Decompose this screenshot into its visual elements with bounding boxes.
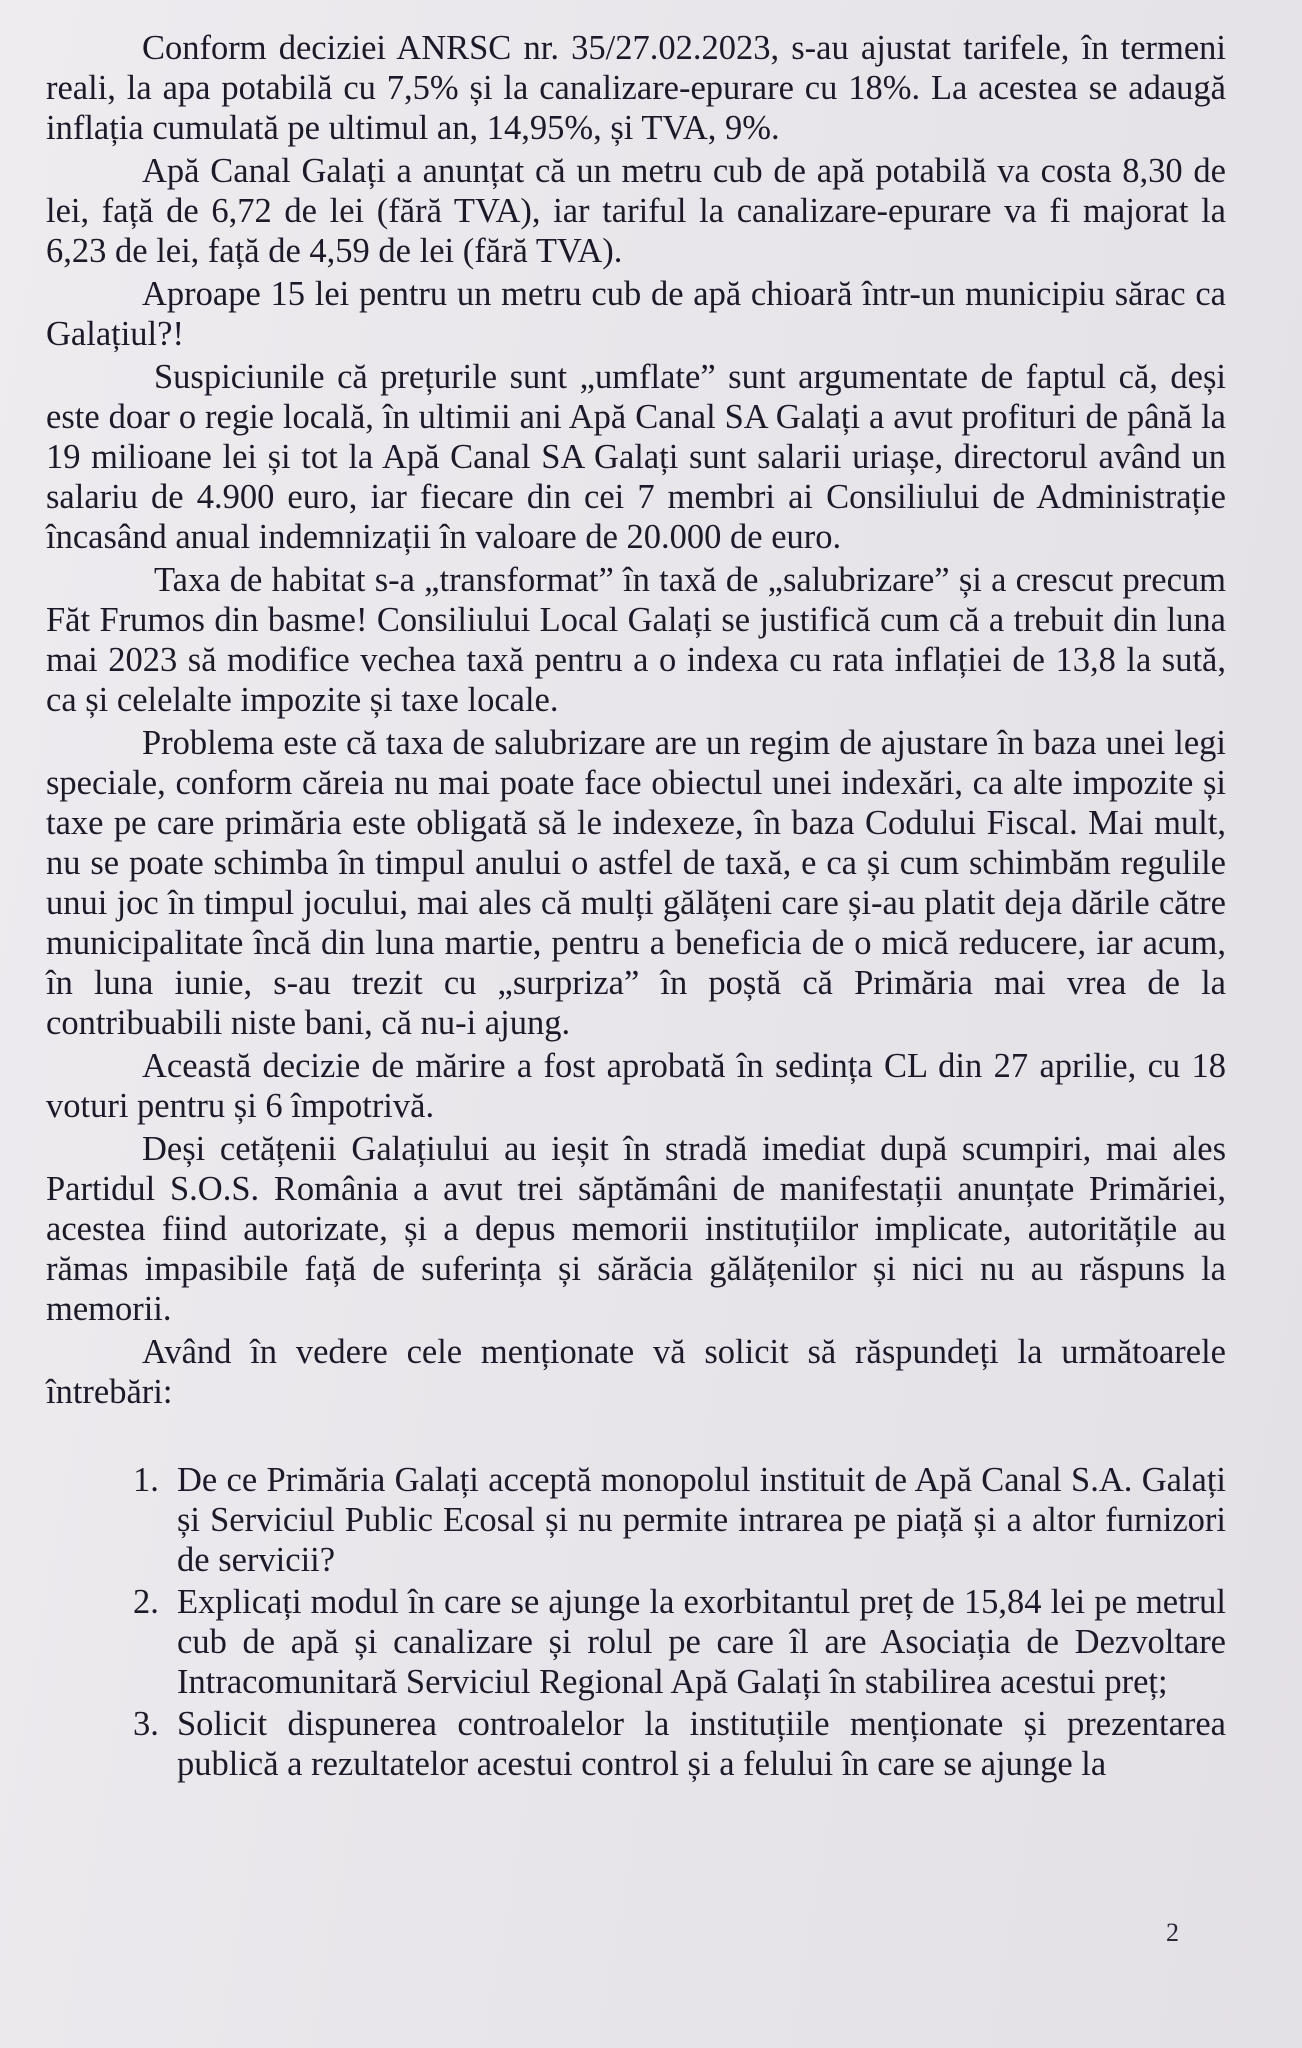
paragraph-inflated-prices: Suspiciunile că prețurile sunt „umflate” sunt argumentate de faptul că, deși este doar o regie locală, în ultimii ani Apă Canal SA Galați a avut profituri de până la 19 milioane lei și tot la Apă Canal SA Galați sunt salarii uriașe, directorul având un salariu de 4.900 euro, iar fiecare din cei 7 membri ai Consiliului de Administrație încasând anual indemnizații în valoare de 20.000 de euro. — [46, 358, 1226, 556]
paragraph-citizen-protests: Deși cetățenii Galațiului au ieșit în stradă imediat după scumpiri, mai ales Partidul S.O.S. România a avut trei săptămâni de manifestații anunțate Primăriei, acestea fiind autorizate, și a depus memorii instituțiilor implicate, autoritățile au rămas impasibile față de suferința și sărăcia gălățenilor și nici nu au răspuns la memorii. — [46, 1130, 1226, 1328]
document-body — [46, 28, 1226, 1786]
questions-list — [46, 1460, 1226, 1784]
paragraph-request-intro: Având în vedere cele menționate vă solicit să răspundeți la următoarele întrebări: — [46, 1333, 1226, 1411]
question-item — [46, 1460, 1226, 1580]
question-number: 3. — [133, 1705, 159, 1743]
paragraph-tariff-adjustment: Conform deciziei ANRSC nr. 35/27.02.2023, s-au ajustat tarifele, în termeni reali, la apa potabilă cu 7,5% și la canalizare-epurare cu 18%. La acestea se adaugă inflația cumulată pe ultimul an, 14,95%, și TVA, 9%. — [46, 29, 1226, 147]
question-text: Solicit dispunerea controalelor la instituțiile menționate și prezentarea publică a rezultatelor acestui control și a felului în care se ajunge la — [177, 1705, 1226, 1783]
page-number: 2 — [1166, 1918, 1179, 1947]
question-number: 2. — [133, 1583, 159, 1621]
paragraph-sanitation-tax-problem: Problema este că taxa de salubrizare are un regim de ajustare în baza unei legi speciale, conform căreia nu mai poate face obiectul unei indexări, ca alte impozite și taxe pe care primăria este obligată să le indexeze, în baza Codului Fiscal. Mai mult, nu se poate schimba în timpul anului o astfel de taxă, e ca și cum schimbăm regulile unui joc în timpul jocului, mai ales că mulți gălățeni care și-au platit deja dările către municipalitate încă din luna martie, pentru a beneficia de o mică reducere, iar acum, în luna iunie, s-au trezit cu „surpriza” în poștă că Primăria mai vrea de la contribuabili niste bani, că nu-i ajung. — [46, 724, 1226, 1042]
question-item — [46, 1582, 1226, 1702]
paragraph-rhetorical-question: Aproape 15 lei pentru un metru cub de apă chioară într-un municipiu sărac ca Galațiul?! — [46, 275, 1226, 353]
question-text: Explicați modul în care se ajunge la exorbitantul preț de 15,84 lei pe metrul cub de apă și canalizare și rolul pe care îl are Asociația de Dezvoltare Intracomunitară Serviciul Regional Apă Galați în stabilirea acestui preț; — [177, 1583, 1226, 1701]
paragraph-habitat-tax: Taxa de habitat s-a „transformat” în taxă de „salubrizare” și a crescut precum Făt Frumos din basme! Consiliului Local Galați se justifică cum că a trebuit din luna mai 2023 să modifice vechea taxă pentru a o indexa cu rata inflației de 13,8 la sută, ca și celelalte impozite și taxe locale. — [46, 561, 1226, 719]
paragraph-water-price: Apă Canal Galați a anunțat că un metru cub de apă potabilă va costa 8,30 de lei, față de 6,72 de lei (fără TVA), iar tariful la canalizare-epurare va fi majorat la 6,23 de lei, față de 4,59 de lei (fără TVA). — [46, 152, 1226, 270]
question-text: De ce Primăria Galați acceptă monopolul instituit de Apă Canal S.A. Galați și Serviciul Public Ecosal și nu permite intrarea pe piață și a altor furnizori de servicii? — [177, 1461, 1226, 1579]
question-number: 1. — [133, 1461, 159, 1499]
question-item — [46, 1704, 1226, 1784]
paragraph-council-vote: Această decizie de mărire a fost aprobată în sedința CL din 27 aprilie, cu 18 voturi pentru și 6 împotrivă. — [46, 1047, 1226, 1125]
